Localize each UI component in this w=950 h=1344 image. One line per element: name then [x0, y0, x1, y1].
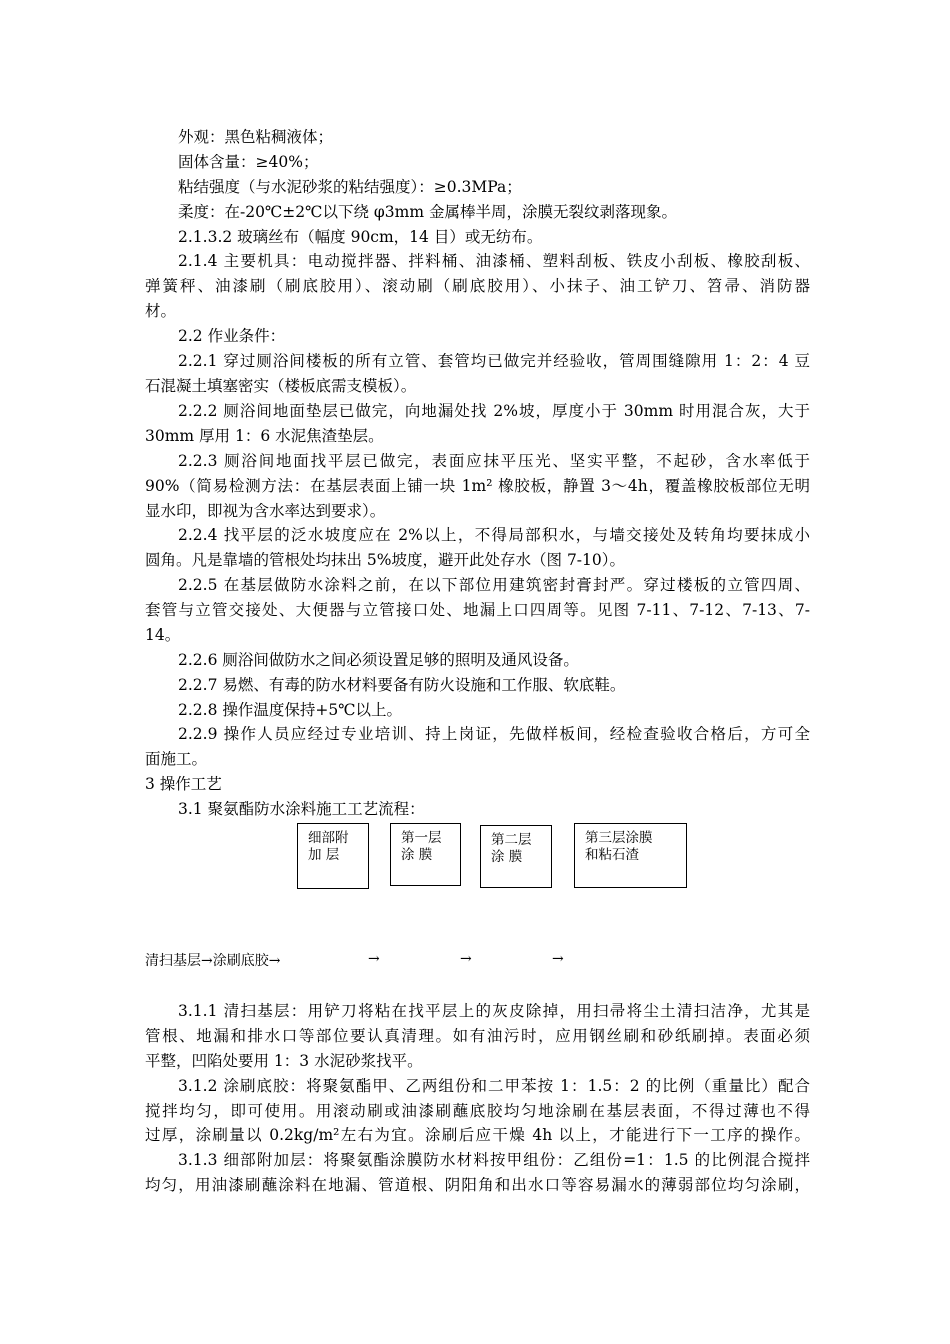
flow-box-text: 加 层: [308, 847, 340, 863]
text-line: 2.2.1 穿过厕浴间楼板的所有立管、套管均已做完并经验收，管周围缝隙用 1：2：4 豆: [178, 352, 810, 370]
flow-start-text: 清扫基层→涂刷底胶→: [145, 953, 281, 969]
text-line: 粘结强度（与水泥砂浆的粘结强度）：≥0.3MPa；: [178, 178, 522, 196]
text-line: 2.2.2 厕浴间地面垫层已做完，向地漏处找 2%坡，厚度小于 30mm 时用混合灰，大于: [178, 402, 810, 420]
text-line: 2.1.4 主要机具：电动搅拌器、拌料桶、油漆桶、塑料刮板、铁皮小刮板、橡胶刮板、: [178, 252, 810, 270]
text-line: 2.2.3 厕浴间地面找平层已做完，表面应抹平压光、坚实平整，不起砂，含水率低于: [178, 452, 810, 470]
flow-box-third-coat: [574, 823, 687, 888]
text-line: 圆角。凡是靠墙的管根处均抹出 5%坡度，避开此处存水（图 7-10）。: [145, 551, 626, 569]
flow-arrow: →: [460, 951, 472, 967]
text-line: 2.2.4 找平层的泛水坡度应在 2%以上，不得局部积水，与墙交接处及转角均要抹成小: [178, 526, 810, 544]
text-line: 面施工。: [145, 750, 208, 768]
text-line: 固体含量：≥40%；: [178, 153, 319, 171]
text-line: 30mm 厚用 1：6 水泥焦渣垫层。: [145, 427, 384, 445]
flow-box-text: 第一层: [401, 830, 442, 846]
text-line: 14。: [145, 626, 181, 644]
text-line: 2.2.7 易燃、有毒的防水材料要备有防火设施和工作服、软底鞋。: [178, 676, 626, 694]
flow-box-text: 第二层: [491, 832, 532, 848]
flow-box-first-coat: [390, 823, 461, 886]
section-heading: 3 操作工艺: [145, 775, 222, 793]
flow-box-text: 涂 膜: [491, 849, 523, 865]
text-line: 3.1.3 细部附加层：将聚氨酯涂膜防水材料按甲组份：乙组份=1：1.5 的比例混合搅拌: [178, 1151, 810, 1169]
flow-box-second-coat: [480, 825, 552, 888]
text-line: 柔度：在-20℃±2℃以下绕 φ3mm 金属棒半周，涂膜无裂纹剥落现象。: [178, 203, 677, 221]
text-line: 2.1.3.2 玻璃丝布（幅度 90cm，14 目）或无纺布。: [178, 228, 543, 246]
flow-box-text: 第三层涂膜: [585, 830, 653, 846]
text-line: 过厚，涂刷量以 0.2kg/m²左右为宜。涂刷后应干燥 4h 以上，才能进行下一工序的操作。: [145, 1126, 810, 1144]
flow-box-text: 和粘石渣: [585, 847, 639, 863]
text-line: 石混凝土填塞密实（楼板底需支模板）。: [145, 377, 417, 395]
text-line: 管根、地漏和排水口等部位要认真清理。如有油污时，应用钢丝刷和砂纸刷掉。表面必须: [145, 1027, 810, 1045]
text-line: 3.1 聚氨酯防水涂料施工工艺流程：: [178, 800, 425, 818]
flow-arrow: →: [552, 951, 564, 967]
flow-box-text: 涂 膜: [401, 847, 433, 863]
text-line: 平整，凹陷处要用 1：3 水泥砂浆找平。: [145, 1052, 423, 1070]
text-line: 套管与立管交接处、大便器与立管接口处、地漏上口四周等。见图 7-11、7-12、7-13、7-: [145, 601, 810, 619]
text-line: 3.1.1 清扫基层：用铲刀将粘在找平层上的灰皮除掉，用扫帚将尘土清扫洁净，尤其是: [178, 1002, 810, 1020]
text-line: 弹簧秤、油漆刷（刷底胶用）、滚动刷（刷底胶用）、小抹子、油工铲刀、笤帚、消防器: [145, 277, 810, 295]
text-line: 2.2.5 在基层做防水涂料之前，在以下部位用建筑密封膏封严。穿过楼板的立管四周、: [178, 576, 810, 594]
text-line: 90%（简易检测方法：在基层表面上铺一块 1m² 橡胶板，静置 3～4h，覆盖橡胶板部位无明: [145, 477, 810, 495]
text-line: 材。: [145, 302, 177, 320]
text-line: 2.2.9 操作人员应经过专业培训、持上岗证，先做样板间，经检查验收合格后，方可全: [178, 725, 810, 743]
flow-box-text: 细部附: [308, 830, 349, 846]
text-line: 2.2.6 厕浴间做防水之间必须设置足够的照明及通风设备。: [178, 651, 579, 669]
flow-arrow: →: [368, 951, 380, 967]
text-line: 显水印，即视为含水率达到要求）。: [145, 502, 386, 520]
text-line: 均匀，用油漆刷蘸涂料在地漏、管道根、阴阳角和出水口等容易漏水的薄弱部位均匀涂刷，: [145, 1176, 810, 1194]
text-line: 外观：黑色粘稠液体；: [178, 128, 334, 146]
text-line: 3.1.2 涂刷底胶：将聚氨酯甲、乙两组份和二甲苯按 1：1.5：2 的比例（重量比）配合: [178, 1077, 810, 1095]
flow-box-detail-layer: [297, 823, 369, 889]
text-line: 2.2.8 操作温度保持+5℃以上。: [178, 701, 403, 719]
text-line: 搅拌均匀，即可使用。用滚动刷或油漆刷蘸底胶均匀地涂刷在基层表面，不得过薄也不得: [145, 1102, 810, 1120]
section-heading: 2.2 作业条件：: [178, 327, 286, 345]
